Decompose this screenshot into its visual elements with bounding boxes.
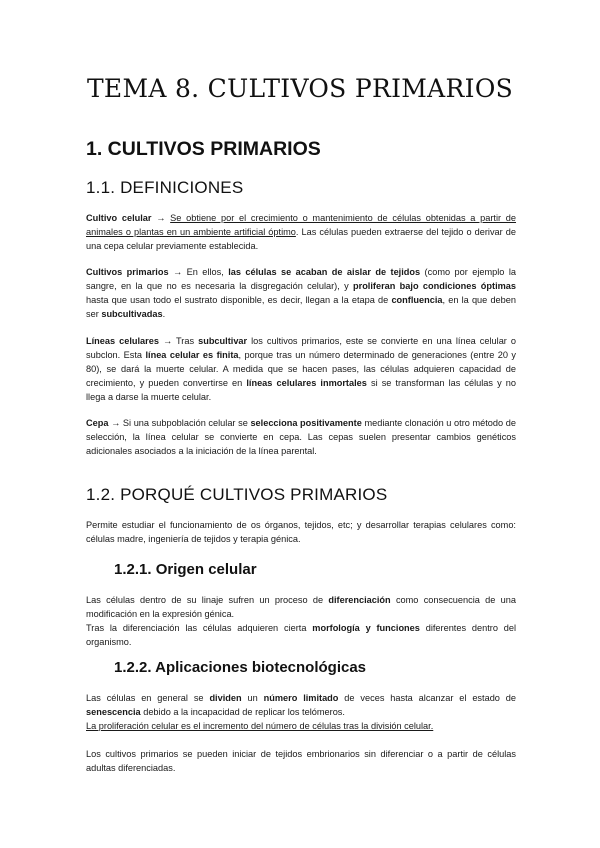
subsubsection-heading-aplicaciones: 1.2.2. Aplicaciones biotecnológicas [114,659,367,676]
term-cultivo-celular: Cultivo celular [86,213,152,223]
definition-text: si se transforman las células y no llega a darse la muerte celular. [86,378,516,402]
paragraph-text: debido a la incapacidad de replicar los telómeros. [140,707,345,717]
term-cultivos-primarios: Cultivos primarios [86,267,169,277]
paragraph-cultivos-primarios-origen: Los cultivos primarios se pueden iniciar de tejidos embrionarios sin diferenciar o a partir de células adultas diferenciadas. [86,749,516,773]
subsubsection-heading-origen-celular: 1.2.1. Origen celular [114,561,257,578]
paragraph-text: diferentes dentro del organismo. [86,623,517,647]
bold-text: proliferan bajo condiciones óptimas [353,281,517,291]
definition-text: (como por ejemplo la sangre, en la que no es necesaria la disgregación celular), y [86,267,517,291]
paragraph-text: Las células dentro de su linaje sufren un proceso de [86,595,329,605]
arrow-icon: → [151,213,171,223]
paragraph-porque: Permite estudiar el funcionamiento de os órganos, tejidos, etc; y desarrollar terapias celulares como: células madre, ingeniería de tejidos y terapia génica. [86,520,516,544]
definition-text: . Las células pueden extraerse del tejido o derivar de una cepa celular previamente establecida. [86,227,516,251]
definition-text: mediante clonación u otro método de selección, la línea celular se convierte en cepa. Las cepas suelen presentar cambios genéticos adicionales asociados a la iniciación de la línea parental. [86,418,516,456]
term-lineas-celulares: Líneas celulares [86,336,159,346]
arrow-icon: → [168,267,187,277]
bold-text: selecciona positivamente [250,418,362,428]
paragraph-text: como consecuencia de una modificación en la expresión génica. [86,595,516,619]
bold-text: dividen [209,693,242,703]
definition-text: Si una subpoblación celular se [122,418,251,428]
definition-lineas-celulares [86,334,516,404]
bold-text: línea celular es finita [145,350,239,360]
bold-text: senescencia [86,707,141,717]
paragraph-text: un [241,693,264,703]
paragraph-origen-celular [86,593,516,649]
paragraph-text: de veces hasta alcanzar el estado de [338,693,517,703]
arrow-icon: → [108,418,123,428]
subsection-heading-definiciones: 1.1. DEFINICIONES [86,178,244,197]
bold-text: diferenciación [328,595,391,605]
definition-text: En ellos, [186,267,229,277]
underlined-sentence: La proliferación celular es el incremento del número de células tras la división celular. [86,721,434,731]
definition-text: , porque tras un número determinado de generaciones (entre 20 y 80), se dará la muerte celular. A medida que se hacen pases, las células adquieren capacidad de crecimiento, y pueden convertirse en [86,350,516,388]
section-heading-cultivos-primarios: 1. CULTIVOS PRIMARIOS [86,138,321,160]
bold-text: subcultivadas [101,309,163,319]
definition-cultivos-primarios [86,265,516,321]
underlined-definition: Se obtiene por el crecimiento o mantenimiento de células obtenidas a partir de animales o plantas en un ambiente artificial óptimo [86,213,517,237]
bold-text: confluencia [391,295,443,305]
bold-text: líneas celulares inmortales [246,378,367,388]
bold-text: número limitado [263,693,339,703]
arrow-icon: → [158,336,177,346]
definition-text: los cultivos primarios, este se convierte en una línea celular o subclon. Esta [86,336,516,360]
bold-text: subcultivar [198,336,248,346]
paragraph-text: Las células en general se [86,693,210,703]
page-title: TEMA 8. CULTIVOS PRIMARIOS [86,74,514,103]
bold-text: las células se acaban de aislar de tejidos [228,267,421,277]
term-cepa: Cepa [86,418,109,428]
bold-text: morfología y funciones [312,623,420,633]
definition-text: Tras [176,336,199,346]
definition-cultivo-celular [86,211,516,253]
subsection-heading-porque: 1.2. PORQUÉ CULTIVOS PRIMARIOS [86,485,388,504]
paragraph-text: Tras la diferenciación las células adquieren cierta [86,623,313,633]
definition-cepa [86,416,516,458]
definition-text: . [162,309,166,319]
paragraph-aplicaciones [86,691,516,733]
definition-text: hasta que usan todo el sustrato disponible, es decir, llegan a la etapa de [86,295,392,305]
definition-text: , en la que deben ser [86,295,516,319]
